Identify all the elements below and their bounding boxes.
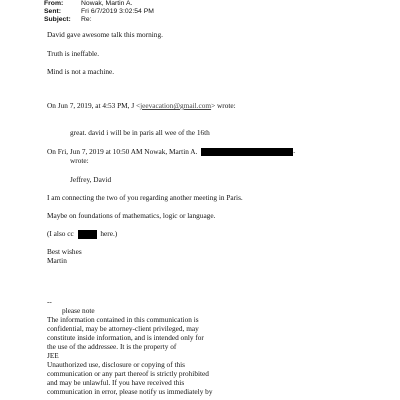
subject-value: Re: [81, 16, 92, 23]
quote1-message: great. david i will be in paris all wee of the 16th [70, 128, 210, 137]
body-line-3: Mind is not a machine. [47, 67, 115, 76]
from-label: From: [44, 0, 64, 7]
sent-value: Fri 6/7/2019 3:02:54 PM [81, 8, 154, 15]
subject-row [44, 16, 92, 24]
cc-text-end: here.) [100, 229, 118, 238]
redaction-bar [201, 148, 293, 156]
body-line-2: Truth is ineffable. [47, 49, 100, 58]
disclaimer-line: and may be unlawful. If you have received this [47, 378, 185, 387]
quote2-attribution: On Fri, Jun 7, 2019 at 10:50 AM Nowak, Martin A. - [47, 147, 296, 156]
closing: Best wishes [47, 247, 82, 256]
redaction-box [78, 230, 97, 239]
disclaimer-line: JEE [47, 351, 59, 360]
from-value: Nowak, Martin A. [81, 0, 133, 7]
disclaimer-line: The information contained in this communication is [47, 315, 199, 324]
quote1-suffix: > wrote: [211, 101, 236, 110]
disclaimer-line: communication or any part thereof is strictly prohibited [47, 369, 209, 378]
quote2-greeting: Jeffrey, David [70, 175, 112, 184]
quote2-prefix: On Fri, Jun 7, 2019 at 10:50 AM Nowak, Martin A. [47, 147, 198, 156]
quote2-paragraph-1: I am connecting the two of you regarding another meeting in Paris. [47, 193, 243, 202]
quote1-prefix: On Jun 7, 2019, at 4:53 PM, J < [47, 101, 141, 110]
quote2-wrote: wrote: [70, 156, 89, 165]
from-row [44, 0, 133, 8]
sent-row [44, 8, 154, 16]
footer-note-label: please note [62, 306, 95, 315]
disclaimer-line: the use of the addressee. It is the property of [47, 342, 177, 351]
body-line-1: David gave awesome talk this morning. [47, 30, 163, 39]
subject-label: Subject: [44, 16, 71, 23]
cc-text-start: (I also cc [47, 229, 74, 238]
quote1-attribution [47, 101, 236, 110]
disclaimer-line: constitute inside information, and is intended only for [47, 333, 204, 342]
footer-dashes: -- [47, 297, 52, 306]
disclaimer-line: communication in error, please notify us immediately by [47, 387, 213, 396]
quote2-paragraph-2: Maybe on foundations of mathematics, logic or language. [47, 211, 216, 220]
email-link[interactable]: jeevacation@gmail.com [140, 101, 212, 110]
signature: Martin [47, 256, 67, 265]
quote2-paragraph-3 [47, 229, 117, 239]
disclaimer-line: confidential, may be attorney-client privileged, may [47, 324, 199, 333]
disclaimer-line: Unauthorized use, disclosure or copying of this [47, 360, 186, 369]
sent-label: Sent: [44, 8, 61, 15]
